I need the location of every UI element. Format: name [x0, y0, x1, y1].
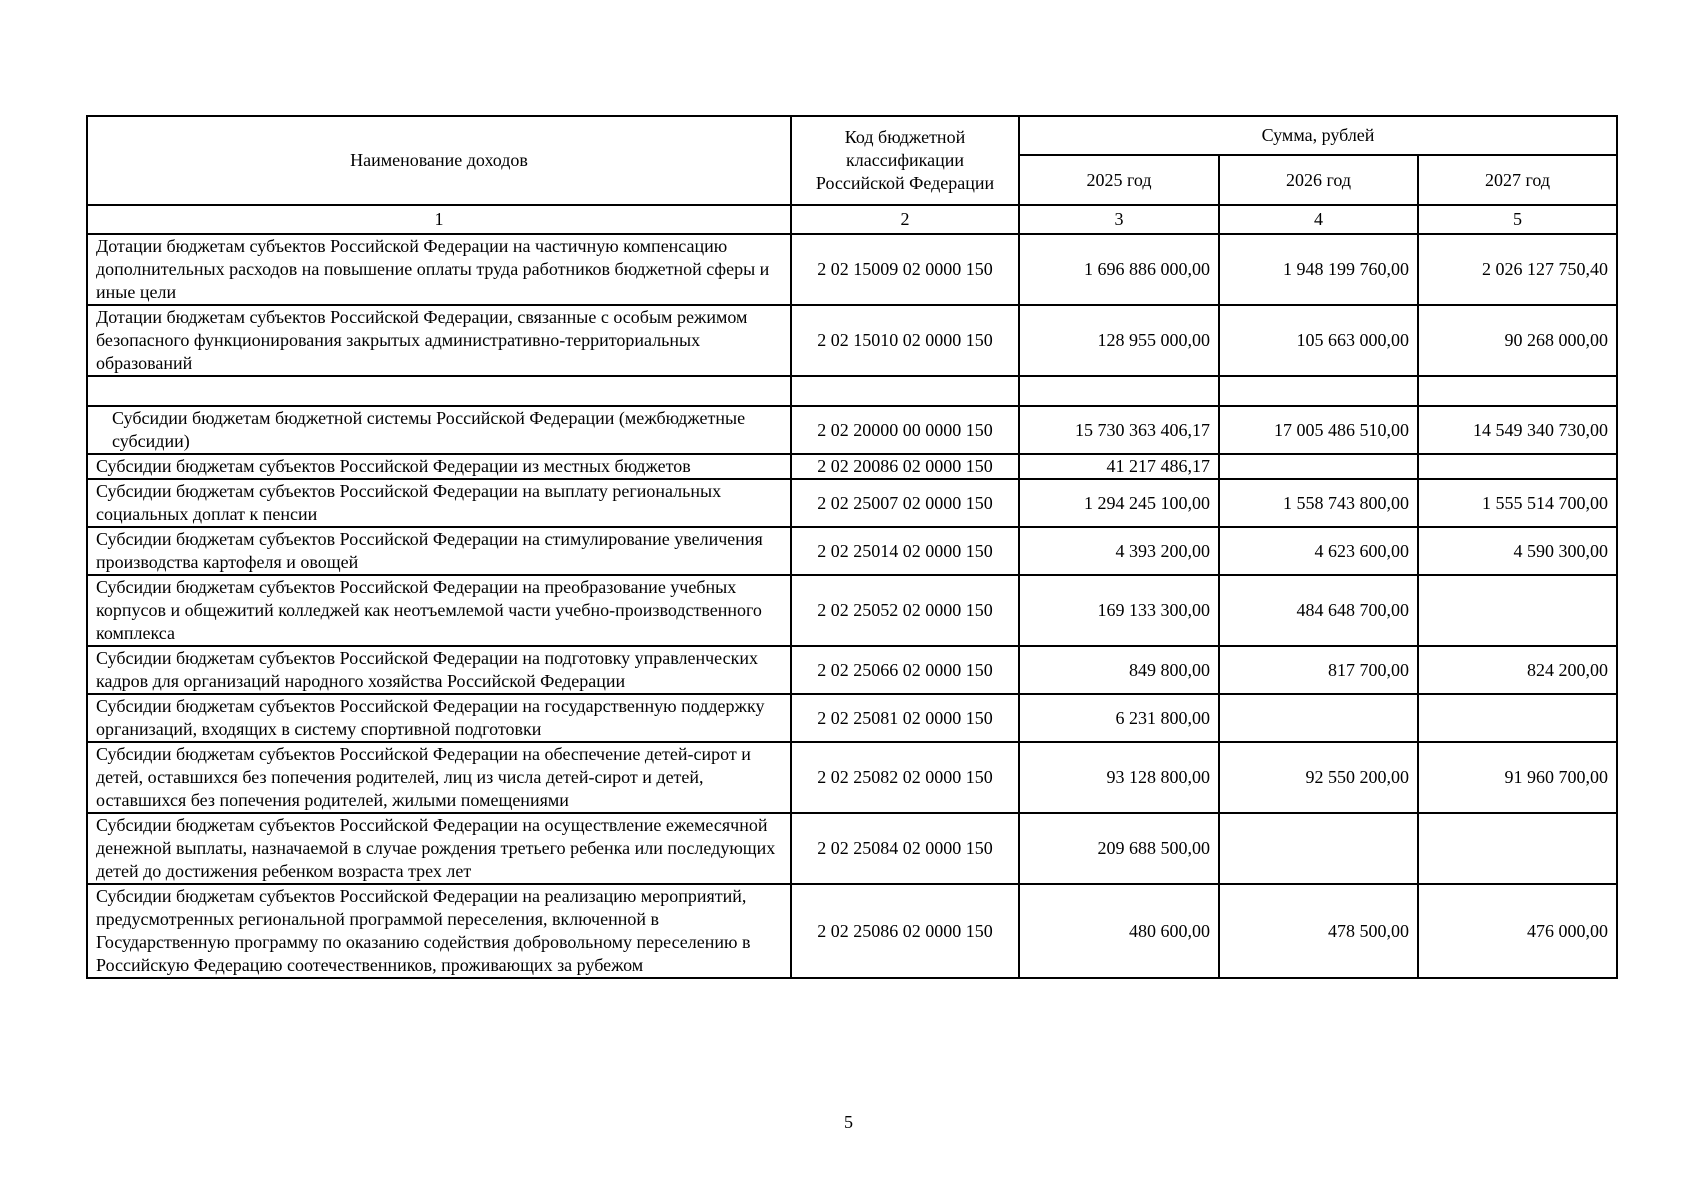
amount-2026: 105 663 000,00 [1219, 305, 1418, 376]
header-year-2025: 2025 год [1019, 155, 1219, 205]
amount-2025: 4 393 200,00 [1019, 527, 1219, 575]
amount-2027 [1418, 376, 1617, 406]
amount-2026 [1219, 813, 1418, 884]
table-row [87, 884, 1617, 978]
budget-code: 2 02 15010 02 0000 150 [791, 305, 1019, 376]
table-row [87, 742, 1617, 813]
amount-2025: 209 688 500,00 [1019, 813, 1219, 884]
amount-2025 [1019, 376, 1219, 406]
table-row [87, 646, 1617, 694]
income-name: Субсидии бюджетам бюджетной системы Российской Федерации (межбюджетные субсидии) [87, 406, 791, 454]
budget-code: 2 02 25052 02 0000 150 [791, 575, 1019, 646]
income-name: Субсидии бюджетам субъектов Российской Федерации на выплату региональных социальных доплат к пенсии [87, 479, 791, 527]
income-name: Субсидии бюджетам субъектов Российской Федерации на реализацию мероприятий, предусмотренных региональной программой переселения, включенной в Государственную программу по оказанию содействия добровольному переселению в Российскую Федерацию соотечественников, проживающих за рубежом [87, 884, 791, 978]
column-number: 4 [1219, 205, 1418, 234]
amount-2026: 478 500,00 [1219, 884, 1418, 978]
budget-code: 2 02 20086 02 0000 150 [791, 454, 1019, 479]
amount-2026 [1219, 454, 1418, 479]
budget-code: 2 02 25084 02 0000 150 [791, 813, 1019, 884]
header-year-2027: 2027 год [1418, 155, 1617, 205]
budget-code: 2 02 25014 02 0000 150 [791, 527, 1019, 575]
budget-code: 2 02 25066 02 0000 150 [791, 646, 1019, 694]
table-row [87, 527, 1617, 575]
table-row-group [87, 406, 1617, 454]
income-name: Дотации бюджетам субъектов Российской Федерации на частичную компенсацию дополнительных расходов на повышение оплаты труда работников бюджетной сферы и иные цели [87, 234, 791, 305]
amount-2026: 1 948 199 760,00 [1219, 234, 1418, 305]
table-row [87, 575, 1617, 646]
amount-2026: 17 005 486 510,00 [1219, 406, 1418, 454]
amount-2025: 41 217 486,17 [1019, 454, 1219, 479]
table-row [87, 305, 1617, 376]
amount-2027: 14 549 340 730,00 [1418, 406, 1617, 454]
amount-2027: 476 000,00 [1418, 884, 1617, 978]
income-name: Дотации бюджетам субъектов Российской Федерации, связанные с особым режимом безопасного функционирования закрытых административно-территориальных образований [87, 305, 791, 376]
budget-code [791, 376, 1019, 406]
budget-code: 2 02 25007 02 0000 150 [791, 479, 1019, 527]
amount-2027: 2 026 127 750,40 [1418, 234, 1617, 305]
amount-2027: 4 590 300,00 [1418, 527, 1617, 575]
header-sum: Сумма, рублей [1019, 116, 1617, 155]
amount-2025: 480 600,00 [1019, 884, 1219, 978]
amount-2026: 1 558 743 800,00 [1219, 479, 1418, 527]
amount-2026: 4 623 600,00 [1219, 527, 1418, 575]
column-number: 1 [87, 205, 791, 234]
amount-2027 [1418, 575, 1617, 646]
amount-2027: 90 268 000,00 [1418, 305, 1617, 376]
amount-2026 [1219, 376, 1418, 406]
amount-2025: 128 955 000,00 [1019, 305, 1219, 376]
budget-code: 2 02 25082 02 0000 150 [791, 742, 1019, 813]
amount-2025: 93 128 800,00 [1019, 742, 1219, 813]
amount-2027: 1 555 514 700,00 [1418, 479, 1617, 527]
budget-table-container [86, 115, 1616, 979]
amount-2025: 1 294 245 100,00 [1019, 479, 1219, 527]
amount-2026: 92 550 200,00 [1219, 742, 1418, 813]
header-income-name: Наименование доходов [87, 116, 791, 205]
table-row [87, 694, 1617, 742]
income-name: Субсидии бюджетам субъектов Российской Федерации из местных бюджетов [87, 454, 791, 479]
amount-2025: 1 696 886 000,00 [1019, 234, 1219, 305]
column-number-row [87, 205, 1617, 234]
budget-code: 2 02 20000 00 0000 150 [791, 406, 1019, 454]
amount-2026 [1219, 694, 1418, 742]
header-budget-code: Код бюджетной классификации Российской Федерации [791, 116, 1019, 205]
column-number: 3 [1019, 205, 1219, 234]
amount-2027: 824 200,00 [1418, 646, 1617, 694]
budget-revenue-table [86, 115, 1618, 979]
table-row [87, 479, 1617, 527]
table-row [87, 454, 1617, 479]
header-year-2026: 2026 год [1219, 155, 1418, 205]
amount-2025: 849 800,00 [1019, 646, 1219, 694]
income-name: Субсидии бюджетам субъектов Российской Федерации на осуществление ежемесячной денежной выплаты, назначаемой в случае рождения третьего ребенка или последующих детей до достижения ребенком возраста трех лет [87, 813, 791, 884]
income-name [87, 376, 791, 406]
income-name: Субсидии бюджетам субъектов Российской Федерации на обеспечение детей-сирот и детей, оставшихся без попечения родителей, лиц из числа детей-сирот и детей, оставшихся без попечения родителей, жилыми помещениями [87, 742, 791, 813]
column-number: 2 [791, 205, 1019, 234]
amount-2027 [1418, 454, 1617, 479]
income-name: Субсидии бюджетам субъектов Российской Федерации на подготовку управленческих кадров для организаций народного хозяйства Российской Федерации [87, 646, 791, 694]
amount-2025: 169 133 300,00 [1019, 575, 1219, 646]
income-name: Субсидии бюджетам субъектов Российской Федерации на преобразование учебных корпусов и общежитий колледжей как неотъемлемой части учебно-производственного комплекса [87, 575, 791, 646]
budget-code: 2 02 15009 02 0000 150 [791, 234, 1019, 305]
amount-2025: 15 730 363 406,17 [1019, 406, 1219, 454]
income-name: Субсидии бюджетам субъектов Российской Федерации на государственную поддержку организаций, входящих в систему спортивной подготовки [87, 694, 791, 742]
amount-2027: 91 960 700,00 [1418, 742, 1617, 813]
income-name: Субсидии бюджетам субъектов Российской Федерации на стимулирование увеличения производства картофеля и овощей [87, 527, 791, 575]
amount-2025: 6 231 800,00 [1019, 694, 1219, 742]
amount-2027 [1418, 694, 1617, 742]
amount-2026: 817 700,00 [1219, 646, 1418, 694]
table-row [87, 813, 1617, 884]
table-row-empty [87, 376, 1617, 406]
budget-code: 2 02 25081 02 0000 150 [791, 694, 1019, 742]
page-number: 5 [844, 1112, 853, 1132]
budget-code: 2 02 25086 02 0000 150 [791, 884, 1019, 978]
column-number: 5 [1418, 205, 1617, 234]
amount-2026: 484 648 700,00 [1219, 575, 1418, 646]
amount-2027 [1418, 813, 1617, 884]
table-row [87, 234, 1617, 305]
